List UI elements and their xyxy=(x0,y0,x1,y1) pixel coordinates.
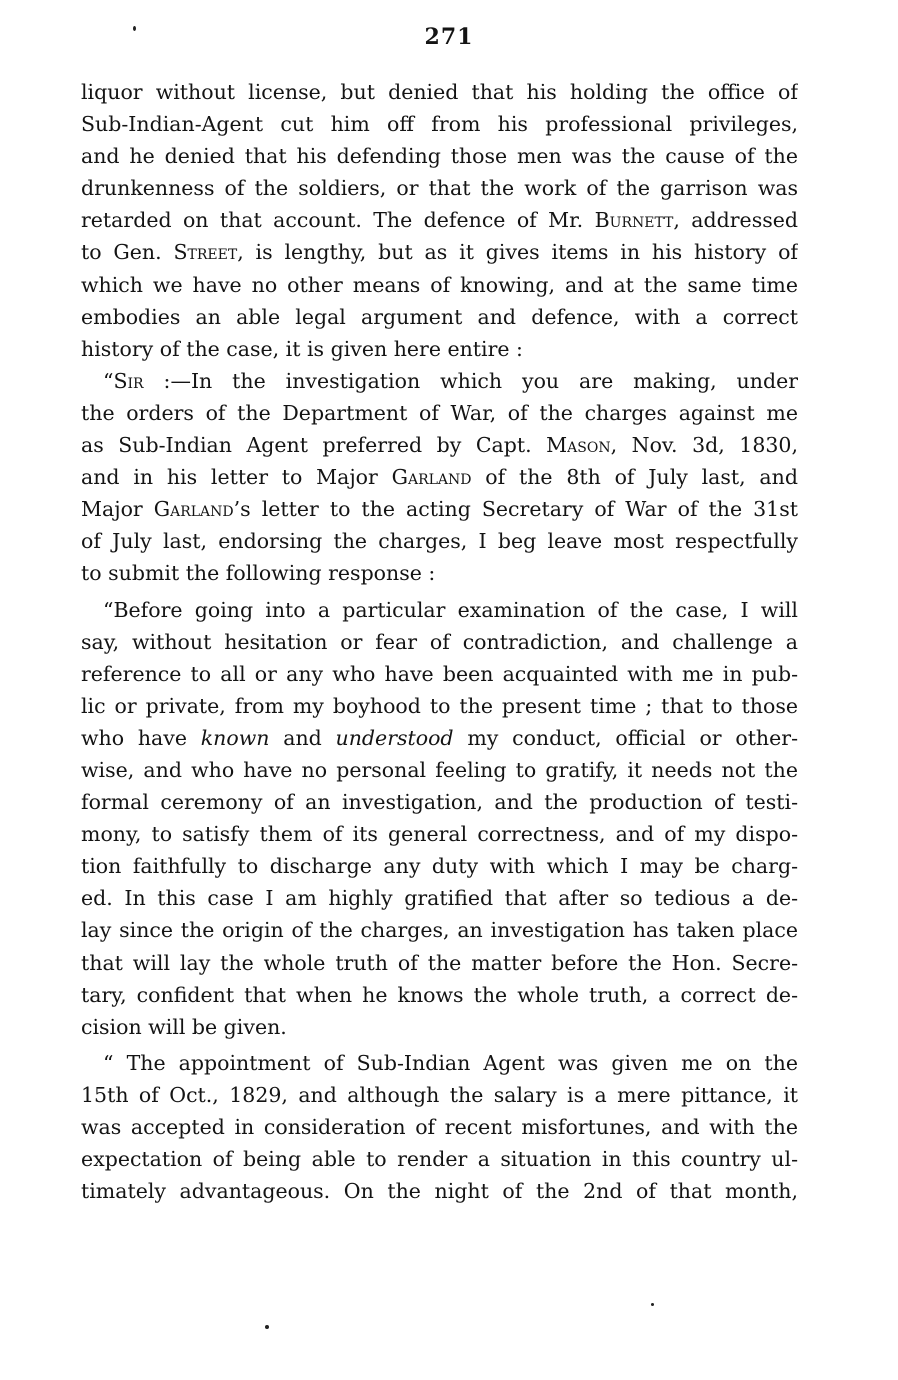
text-run: reference to all or any who have been acquainted with me in pub- xyxy=(81,661,798,686)
text-run: ’s letter to the acting Secretary of War of the 31st xyxy=(233,497,798,522)
text-line xyxy=(81,1175,798,1207)
print-speck xyxy=(651,1303,654,1306)
text-run: who have xyxy=(81,725,201,750)
text-run: 15th of Oct., 1829, and although the salary is a mere pittance, it xyxy=(81,1082,798,1107)
text-line xyxy=(81,1143,798,1175)
small-caps-name: Mason xyxy=(546,433,611,458)
text-run: , Nov. 3d, 1830, xyxy=(610,433,798,458)
text-run: liquor without license, but denied that his holding the office of xyxy=(81,80,798,104)
text-line xyxy=(81,204,798,236)
print-speck xyxy=(265,1325,269,1329)
text-line xyxy=(81,493,798,525)
text-run: to submit the following response : xyxy=(81,561,436,586)
text-run: :—In the investigation which you are making, under xyxy=(143,368,798,393)
text-run: and xyxy=(269,725,336,750)
text-run: “ The appointment of Sub-Indian Agent was given me on the xyxy=(103,1050,798,1075)
text-line xyxy=(81,525,798,557)
body-text xyxy=(81,76,798,1207)
text-run: formal ceremony of an investigation, and the production of testi- xyxy=(81,790,798,815)
text-line xyxy=(81,626,798,658)
text-run: to Gen. xyxy=(81,240,174,265)
text-line xyxy=(81,1111,798,1143)
text-line xyxy=(81,1011,798,1043)
text-line xyxy=(81,722,798,754)
text-run: retarded on that account. The defence of Mr. xyxy=(81,208,595,233)
text-run: tary, confident that when he knows the whole truth, a correct de- xyxy=(81,982,798,1007)
text-line xyxy=(81,1079,798,1111)
text-run: ed. In this case I am highly gratified that after so tedious a de- xyxy=(81,886,798,911)
text-run: say, without hesitation or fear of contradiction, and challenge a xyxy=(81,629,798,654)
text-line xyxy=(81,172,798,204)
small-caps-name: Sir xyxy=(113,368,144,393)
text-line xyxy=(81,140,798,172)
text-run: the orders of the Department of War, of the charges against me xyxy=(81,400,798,425)
text-line xyxy=(81,786,798,818)
text-line xyxy=(81,818,798,850)
text-run: cision will be given. xyxy=(81,1014,287,1039)
text-line xyxy=(81,557,798,589)
text-run: Sub-Indian-Agent cut him off from his professional privileges, xyxy=(81,112,798,137)
text-line xyxy=(81,269,798,301)
text-run: my conduct, official or other- xyxy=(453,725,798,750)
text-run: tion faithfully to discharge any duty with which I may be charg- xyxy=(81,854,798,879)
text-line xyxy=(81,594,798,626)
text-run: expectation of being able to render a situation in this country ul- xyxy=(81,1147,798,1172)
small-caps-name: Burnett xyxy=(594,208,674,233)
text-run: and he denied that his defending those men was the cause of the xyxy=(81,144,798,169)
text-run: mony, to satisfy them of its general correctness, and of my dispo- xyxy=(81,822,798,847)
text-line xyxy=(81,108,798,140)
text-run: lay since the origin of the charges, an investigation has taken place xyxy=(81,918,798,943)
text-run: of the 8th of July last, and xyxy=(471,465,798,490)
text-line xyxy=(81,461,798,493)
small-caps-name: Garland xyxy=(153,497,234,522)
text-line xyxy=(81,850,798,882)
text-line xyxy=(81,947,798,979)
small-caps-name: Street xyxy=(173,240,238,265)
text-line xyxy=(81,658,798,690)
text-run: history of the case, it is given here entire : xyxy=(81,336,523,361)
text-run: “Before going into a particular examination of the case, I will xyxy=(103,597,798,622)
text-run: and in his letter to Major xyxy=(81,465,392,490)
text-line xyxy=(81,365,798,397)
text-run: drunkenness of the soldiers, or that the work of the garrison was xyxy=(81,176,798,201)
text-run: Major xyxy=(81,497,154,522)
text-run: was accepted in consideration of recent misfortunes, and with the xyxy=(81,1115,798,1139)
text-run: timately advantageous. On the night of the 2nd of that month, xyxy=(81,1179,798,1204)
text-run: , addressed xyxy=(673,208,798,233)
text-line xyxy=(81,397,798,429)
print-speck xyxy=(133,26,136,31)
text-line xyxy=(81,236,798,268)
small-caps-name: Garland xyxy=(391,465,472,490)
text-line xyxy=(81,429,798,461)
text-line xyxy=(81,754,798,786)
text-run: of July last, endorsing the charges, I beg leave most respectfully xyxy=(81,529,798,554)
italic-word: known xyxy=(200,725,270,750)
text-run: embodies an able legal argument and defence, with a correct xyxy=(81,304,798,329)
text-run: which we have no other means of knowing, and at the same time xyxy=(81,272,798,297)
text-run: , is lengthy, but as it gives items in his history of xyxy=(237,240,798,265)
text-line xyxy=(81,1047,798,1079)
text-run: wise, and who have no personal feeling to gratify, it needs not the xyxy=(81,757,798,782)
text-run: that will lay the whole truth of the matter before the Hon. Secre- xyxy=(81,950,798,975)
text-run: lic or private, from my boyhood to the present time ; that to those xyxy=(81,693,798,718)
page-number: 271 xyxy=(424,24,474,50)
text-line xyxy=(81,76,798,108)
text-line xyxy=(81,333,798,365)
text-line xyxy=(81,914,798,946)
text-line xyxy=(81,690,798,722)
text-line xyxy=(81,882,798,914)
text-run: “ xyxy=(103,368,114,393)
text-run: as Sub-Indian Agent preferred by Capt. xyxy=(81,433,547,458)
italic-word: understood xyxy=(335,725,454,750)
text-line xyxy=(81,979,798,1011)
text-line xyxy=(81,301,798,333)
